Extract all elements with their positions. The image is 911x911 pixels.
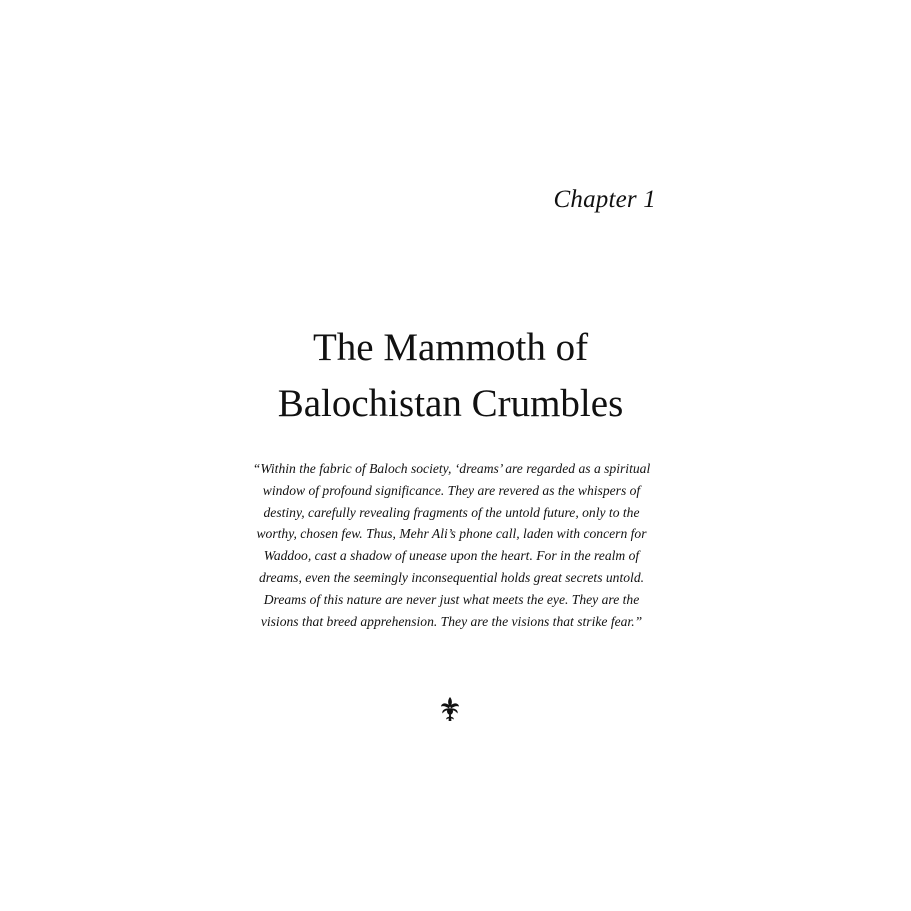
epigraph-quote: “Within the fabric of Baloch society, ‘dreams’ are regarded as a spiritual window of profound significance. They are revered as the whispers of destiny, carefully revealing fragments of the untold future, only to the worthy, chosen few. Thus, Mehr Ali’s phone call, laden with concern for Waddoo, cast a shadow of unease upon the heart. For in the realm of dreams, even the seemingly inconsequential holds great secrets untold. Dreams of this nature are never just what meets the eye. They are the visions that breed apprehension. They are the visions that strike fear.” [252, 461, 651, 629]
fleuron-icon [439, 696, 461, 722]
chapter-title-line-2: Balochistan Crumbles [277, 382, 624, 425]
chapter-label: Chapter 1 [553, 186, 656, 213]
chapter-title [0, 320, 901, 432]
chapter-title-line-1: The Mammoth of [312, 326, 589, 369]
